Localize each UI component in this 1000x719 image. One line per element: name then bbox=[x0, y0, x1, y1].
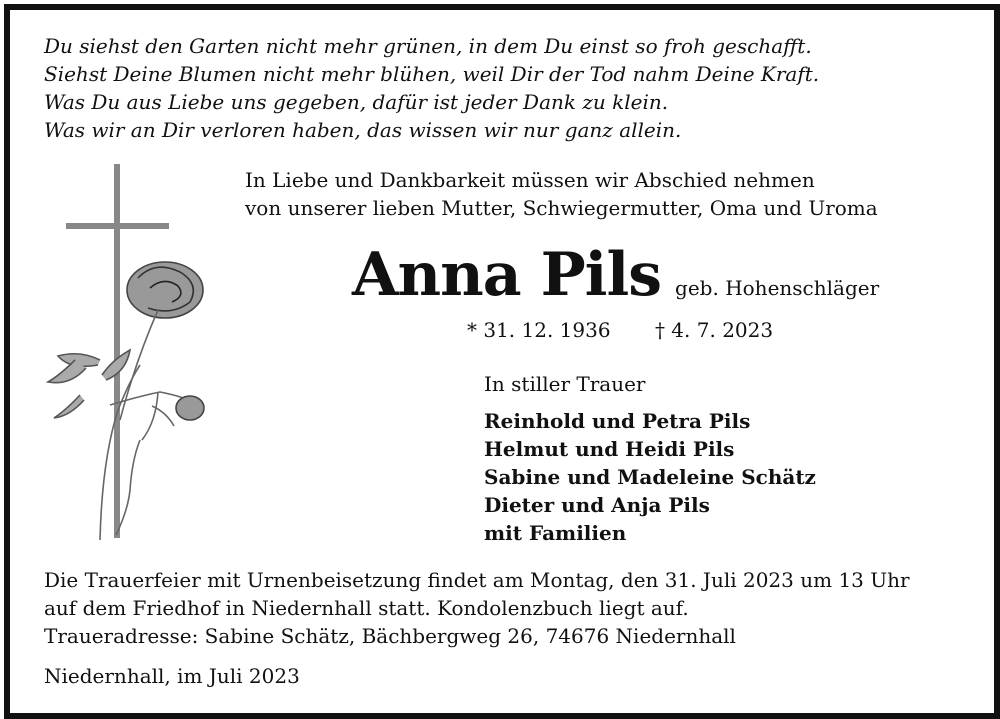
family-member: Helmut und Heidi Pils bbox=[484, 437, 735, 461]
intro-line: In Liebe und Dankbarkeit müssen wir Abschied nehmen bbox=[245, 168, 815, 192]
place-date: Niedernhall, im Juli 2023 bbox=[44, 664, 300, 688]
info-line: Die Trauerfeier mit Urnenbeisetzung findet am Montag, den 31. Juli 2023 um 13 Uhr bbox=[44, 568, 910, 592]
birth-date: * 31. 12. 1936 bbox=[467, 318, 611, 342]
cross-icon bbox=[66, 164, 169, 538]
deceased-name-row bbox=[352, 240, 879, 310]
born-name: geb. Hohenschläger bbox=[675, 276, 880, 300]
poem bbox=[44, 32, 819, 144]
poem-line: Siehst Deine Blumen nicht mehr blühen, weil Dir der Tod nahm Deine Kraft. bbox=[44, 62, 820, 86]
intro-line: von unserer lieben Mutter, Schwiegermutter, Oma und Uroma bbox=[245, 196, 878, 220]
info-line: Traueradresse: Sabine Schätz, Bächbergweg 26, 74676 Niedernhall bbox=[44, 624, 736, 648]
family-member: Sabine und Madeleine Schätz bbox=[484, 465, 816, 489]
intro-text bbox=[245, 166, 878, 222]
family-member: Reinhold und Petra Pils bbox=[484, 409, 751, 433]
deceased-name: Anna Pils bbox=[352, 240, 662, 310]
poem-line: Was wir an Dir verloren haben, das wissen wir nur ganz allein. bbox=[44, 118, 682, 142]
rose-icon bbox=[48, 262, 204, 540]
death-date: † 4. 7. 2023 bbox=[654, 318, 774, 342]
mourning-label: In stiller Trauer bbox=[484, 372, 646, 396]
info-line: auf dem Friedhof in Niedernhall statt. Kondolenzbuch liegt auf. bbox=[44, 596, 689, 620]
funeral-info bbox=[44, 566, 910, 650]
poem-line: Du siehst den Garten nicht mehr grünen, in dem Du einst so froh geschafft. bbox=[44, 34, 812, 58]
family-list bbox=[484, 407, 816, 547]
poem-line: Was Du aus Liebe uns gegeben, dafür ist jeder Dank zu klein. bbox=[44, 90, 669, 114]
family-member: mit Familien bbox=[484, 521, 627, 545]
life-dates bbox=[467, 318, 773, 342]
cross-rose-image bbox=[40, 160, 220, 545]
family-member: Dieter und Anja Pils bbox=[484, 493, 710, 517]
